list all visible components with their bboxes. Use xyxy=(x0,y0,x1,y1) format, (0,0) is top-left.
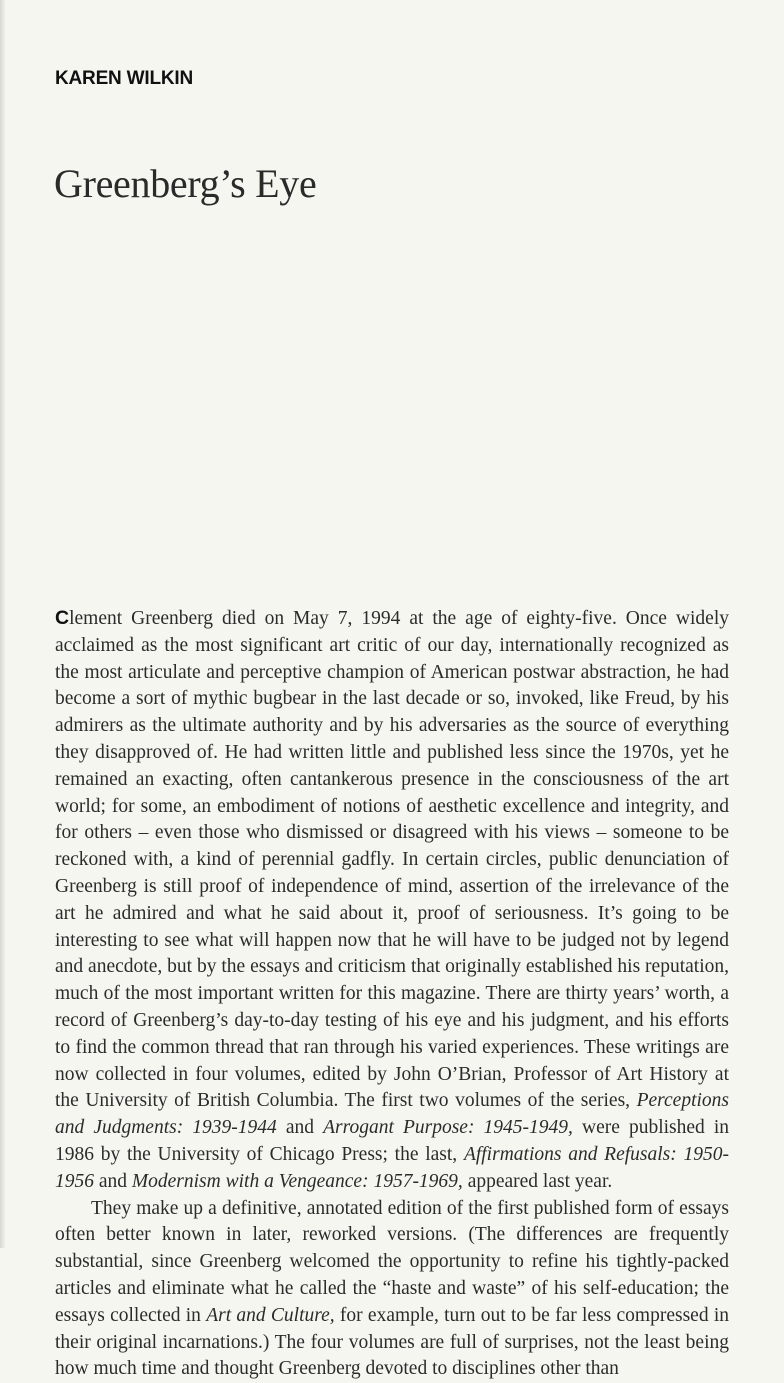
text-run: and xyxy=(276,1117,324,1139)
text-run: appeared last year. xyxy=(462,1170,613,1192)
page-edge xyxy=(0,0,6,1248)
author-name: KAREN WILKIN xyxy=(55,68,193,89)
article-body xyxy=(55,605,729,1383)
text-run: lement Greenberg died on May 7, 1994 at the age of eighty-five. Once widely acclaimed as the most significant art critic of our day, internationally recognized as the most articulate and perceptive champion of American postwar abstraction, he had become a sort of mythic bugbear in the last decade or so, invoked, like Freud, by his admirers as the ultimate authority and by his adversaries as the source of everything they disapproved of. He had written little and published less since the 1970s, yet he remained an exacting, often cantankerous presence in the consciousness of the art world; for some, an embodiment of notions of aesthetic excellence and integrity, and for others – even those who dismissed or disagreed with his views – someone to be reckoned with, a kind of perennial gadfly. In certain circles, public denunciation of Greenberg is still proof of independence of mind, assertion of the irrelevance of the art he admired and what he said about it, proof of seriousness. It’s going to be interesting to see what will happen now that he will have to be judged not by legend and anecdote, but by the essays and criticism that originally established his reputation, much of the most important written for this magazine. There are thirty years’ worth, a record of Greenberg’s day-to-day testing of his eye and his judgment, and his efforts to find the common thread that ran through his varied experiences. These writings are now collected in four volumes, edited by John O’Brian, Professor of Art History at the University of British Columbia. The first two volumes of the series, xyxy=(55,608,729,1112)
paragraph-2 xyxy=(55,1196,729,1383)
drop-initial: C xyxy=(55,607,70,629)
book-title: Affirmations and Refusals: 1950-1956 xyxy=(55,1143,729,1192)
text-run: They make up a definitive, annotated edition of the first published form of essays often better known in later, reworked versions. (The differences are frequently substantial, since Greenberg welcomed the opportunity to refine his tightly-packed articles and eliminate what he called the “haste and waste” of his self-education; the essays collected in xyxy=(55,1197,729,1326)
book-title: Arrogant Purpose: 1945-1949, xyxy=(323,1117,573,1139)
book-title: Modernism with a Vengeance: 1957-1969, xyxy=(131,1170,463,1192)
article-title: Greenberg’s Eye xyxy=(54,161,317,206)
book-title: Perceptions and Judgments: 1939-1944 xyxy=(55,1090,729,1139)
text-run: and xyxy=(94,1170,132,1192)
text-run: for example, turn out to be far less compressed in their original incarnations.) The four volumes are full of surprises, not the least being how much time and thought Greenberg devoted to disciplines other than xyxy=(55,1304,730,1380)
book-title: Art and Culture, xyxy=(206,1304,335,1326)
paragraph-1 xyxy=(55,605,729,1196)
text-run: were published in 1986 by the University of Chicago Press; the last, xyxy=(55,1117,730,1165)
